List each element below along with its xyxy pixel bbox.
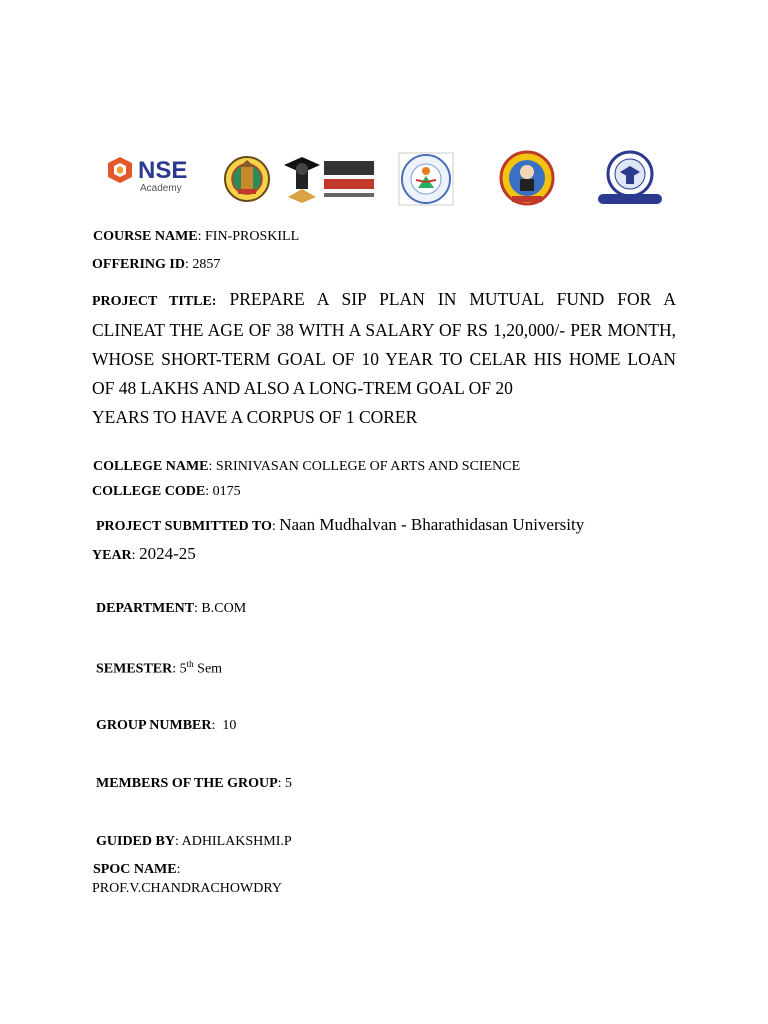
- tamil-nadu-emblem-logo: [224, 154, 270, 206]
- project-title-line-1: [92, 285, 676, 316]
- year-row: YEAR: 2024-25: [92, 544, 196, 563]
- semester-unit: Sem: [197, 661, 223, 677]
- guided-by-row: GUIDED BY: ADHILAKSHMI.P: [96, 834, 292, 849]
- offering-id-label: OFFERING ID: [92, 257, 185, 272]
- project-title-line-3: WHOSE SHORT-TERM GOAL OF 10 YEAR TO CELAR HIS HOME LOAN: [92, 349, 676, 369]
- spoc-name-value: PROF.V.CHANDRACHOWDRY: [92, 881, 282, 896]
- offering-id-row: OFFERING ID: 2857: [92, 257, 221, 272]
- project-title-block: [92, 285, 676, 432]
- group-number-row: GROUP NUMBER: 10: [96, 718, 237, 733]
- offering-id-value: 2857: [192, 257, 221, 272]
- guided-by-value: ADHILAKSHMI.P: [181, 834, 292, 849]
- project-title-line-2: CLINEAT THE AGE OF 38 WITH A SALARY OF RS 1,20,000/- PER MONTH,: [92, 320, 676, 340]
- project-title-line-5: YEARS TO HAVE A CORPUS OF 1 CORER: [92, 407, 418, 427]
- spoc-name-label: SPOC NAME: [93, 862, 177, 877]
- college-emblem-logo: [596, 150, 664, 206]
- university-circle-logo: [398, 152, 454, 206]
- college-code-value: 0175: [212, 484, 241, 499]
- submitted-to-row: PROJECT SUBMITTED TO: Naan Mudhalvan - Bharathidasan University: [96, 515, 585, 534]
- department-row: DEPARTMENT: B.COM: [96, 601, 247, 616]
- year-value: 2024-25: [139, 544, 196, 563]
- nse-academy-logo: [106, 155, 198, 197]
- nse-text: NSE: [138, 157, 188, 184]
- project-title-text-1: PREPARE A SIP PLAN IN MUTUAL FUND FOR A: [229, 289, 676, 309]
- college-name-label: COLLEGE NAME: [93, 459, 209, 474]
- submitted-to-label: PROJECT SUBMITTED TO: [96, 519, 272, 534]
- year-label: YEAR: [92, 548, 132, 563]
- group-number-label: GROUP NUMBER: [96, 718, 212, 733]
- group-number-value: 10: [222, 718, 237, 733]
- semester-label: SEMESTER: [96, 661, 173, 677]
- semester-row: SEMESTER: 5th Sem: [96, 659, 223, 677]
- semester-suffix: th: [186, 659, 194, 669]
- naan-mudhalvan-logo: [282, 153, 378, 207]
- project-title-label: PROJECT TITLE:: [92, 294, 217, 309]
- members-row: MEMBERS OF THE GROUP: 5: [96, 776, 293, 791]
- course-name-label: COURSE NAME: [93, 229, 198, 244]
- guided-by-label: GUIDED BY: [96, 834, 175, 849]
- submitted-to-value: Naan Mudhalvan - Bharathidasan University: [279, 515, 585, 534]
- bharathidasan-university-logo: [496, 150, 558, 208]
- course-name-row: COURSE NAME: FIN-PROSKILL: [93, 229, 300, 244]
- college-name-value: SRINIVASAN COLLEGE OF ARTS AND SCIENCE: [215, 459, 521, 474]
- spoc-name-row: SPOC NAME:: [93, 862, 181, 877]
- nse-sub-text: Academy: [140, 183, 182, 194]
- members-label: MEMBERS OF THE GROUP: [96, 776, 278, 791]
- department-value: B.COM: [201, 601, 247, 616]
- course-name-value: FIN-PROSKILL: [205, 229, 300, 244]
- department-label: DEPARTMENT: [96, 601, 195, 616]
- college-code-label: COLLEGE CODE: [92, 484, 206, 499]
- college-name-row: COLLEGE NAME: SRINIVASAN COLLEGE OF ARTS AND SCIENCE: [93, 459, 521, 474]
- project-title-line-4: OF 48 LAKHS AND ALSO A LONG-TREM GOAL OF 20: [92, 378, 513, 398]
- college-code-row: COLLEGE CODE: 0175: [92, 484, 241, 499]
- members-value: 5: [285, 776, 293, 791]
- semester-number: 5: [179, 661, 187, 677]
